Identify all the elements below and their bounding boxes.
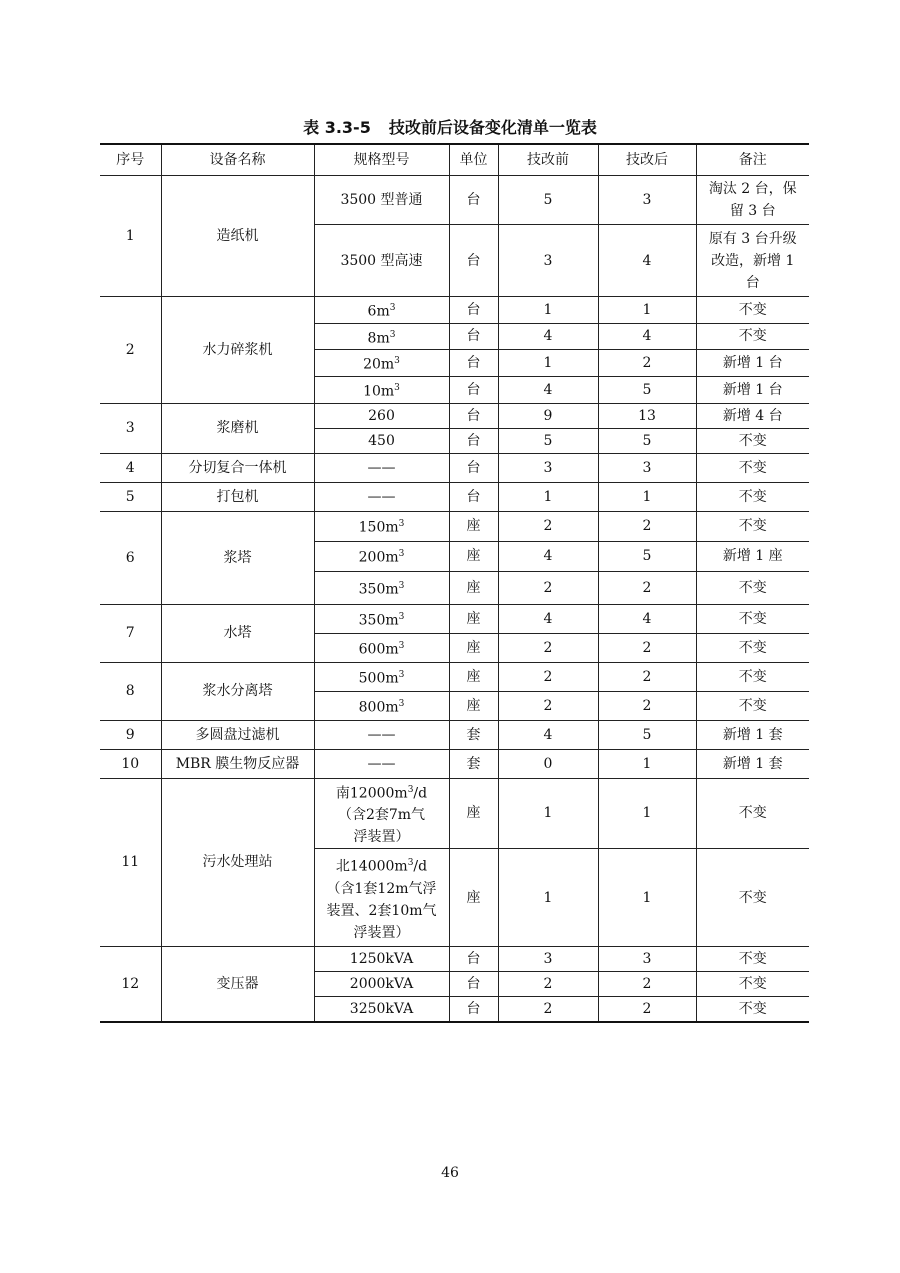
cell-unit: 套 (449, 749, 498, 778)
cell-after: 2 (598, 511, 696, 541)
cell-before: 4 (498, 604, 598, 633)
cell-spec (314, 176, 449, 225)
spec-main: 20m (363, 356, 395, 373)
spec-main: 350m (358, 612, 399, 629)
spec-main: 3500 型高速 (340, 252, 423, 269)
cell-no: 10 (100, 749, 161, 778)
cell-equipment-name: 浆塔 (161, 511, 314, 604)
header-row (100, 144, 809, 176)
header-no: 序号 (100, 144, 161, 176)
note-text: 淘汰 2 台，保留 3 台 (708, 181, 797, 219)
spec-text (317, 377, 447, 403)
spec-superscript: 3 (394, 356, 400, 367)
cell-spec (314, 720, 449, 749)
cell-spec (314, 225, 449, 297)
table-body (100, 144, 809, 1022)
cell-before: 1 (498, 297, 598, 324)
spec-text (317, 724, 447, 746)
cell-unit: 座 (449, 778, 498, 849)
cell-note: 新增 1 台 (696, 376, 809, 403)
cell-no: 5 (100, 482, 161, 511)
spec-superscript: 3 (407, 857, 414, 868)
cell-before: 1 (498, 350, 598, 377)
cell-note: 新增 1 台 (696, 350, 809, 377)
spec-main: 3250kVA (349, 1001, 414, 1018)
cell-before: 3 (498, 947, 598, 972)
cell-unit: 台 (449, 972, 498, 997)
cell-before: 2 (498, 997, 598, 1022)
spec-text (317, 543, 447, 569)
spec-text (317, 457, 447, 479)
spec-text (317, 693, 447, 719)
cell-after: 1 (598, 297, 696, 324)
spec-superscript: 3 (398, 640, 405, 651)
spec-text (317, 513, 447, 539)
cell-unit: 台 (449, 482, 498, 511)
table-row (100, 297, 809, 324)
header-before: 技改前 (498, 144, 598, 176)
spec-text (317, 664, 447, 690)
cell-after: 2 (598, 972, 696, 997)
cell-after: 1 (598, 778, 696, 849)
cell-no: 8 (100, 662, 161, 720)
cell-spec (314, 323, 449, 350)
cell-spec (314, 691, 449, 720)
cell-after: 2 (598, 633, 696, 662)
spec-main: 3500 型普通 (340, 192, 423, 208)
cell-after: 5 (598, 720, 696, 749)
cell-after: 5 (598, 428, 696, 453)
cell-after: 3 (598, 947, 696, 972)
cell-spec (314, 453, 449, 482)
note-text: 原有 3 台升级改造，新增 1 台 (708, 230, 797, 291)
spec-main: —— (367, 459, 396, 476)
cell-equipment-name: 水力碎浆机 (161, 297, 314, 404)
cell-equipment-name: 分切复合一体机 (161, 453, 314, 482)
header-after: 技改后 (598, 144, 696, 176)
cell-note (696, 176, 809, 225)
cell-before: 5 (498, 176, 598, 225)
cell-spec (314, 482, 449, 511)
cell-before: 4 (498, 376, 598, 403)
spec-superscript: 3 (398, 698, 405, 709)
cell-spec (314, 997, 449, 1022)
cell-note (696, 225, 809, 297)
cell-equipment-name: 多圆盘过滤机 (161, 720, 314, 749)
cell-before: 5 (498, 428, 598, 453)
cell-unit: 台 (449, 297, 498, 324)
header-name: 设备名称 (161, 144, 314, 176)
spec-text (317, 486, 447, 508)
equipment-change-table (100, 143, 809, 1023)
cell-unit: 座 (449, 691, 498, 720)
spec-text (317, 250, 447, 272)
cell-before: 4 (498, 720, 598, 749)
spec-text (317, 430, 447, 452)
cell-note: 不变 (696, 997, 809, 1022)
cell-no: 11 (100, 778, 161, 947)
spec-superscript: 3 (394, 382, 400, 393)
cell-unit: 台 (449, 176, 498, 225)
cell-before: 2 (498, 691, 598, 720)
cell-before: 1 (498, 778, 598, 849)
cell-note: 新增 4 台 (696, 403, 809, 428)
cell-note: 不变 (696, 453, 809, 482)
cell-unit: 台 (449, 947, 498, 972)
spec-text (317, 635, 447, 661)
cell-unit: 台 (449, 225, 498, 297)
table-title (0, 115, 900, 138)
spec-detail: /d（含2套7m气浮装置） (337, 785, 428, 846)
spec-main: —— (367, 726, 396, 743)
cell-equipment-name: 变压器 (161, 947, 314, 1022)
spec-main: 450 (368, 432, 395, 449)
cell-spec (314, 947, 449, 972)
cell-after: 2 (598, 350, 696, 377)
spec-text (317, 189, 447, 211)
cell-equipment-name: 水塔 (161, 604, 314, 662)
cell-note: 不变 (696, 571, 809, 604)
cell-no: 4 (100, 453, 161, 482)
cell-after: 2 (598, 662, 696, 691)
cell-after: 13 (598, 403, 696, 428)
spec-main: 600m (358, 641, 399, 658)
cell-unit: 座 (449, 662, 498, 691)
cell-before: 4 (498, 541, 598, 571)
cell-before: 2 (498, 511, 598, 541)
cell-spec (314, 511, 449, 541)
cell-spec (314, 376, 449, 403)
spec-text (317, 405, 447, 427)
cell-after: 4 (598, 604, 696, 633)
spec-text (317, 350, 447, 376)
cell-equipment-name: 造纸机 (161, 176, 314, 297)
spec-main: 6m (367, 303, 390, 320)
spec-main: 260 (368, 407, 395, 424)
cell-spec (314, 350, 449, 377)
spec-main: 150m (358, 519, 399, 536)
cell-before: 0 (498, 749, 598, 778)
cell-spec (314, 541, 449, 571)
page-number: 46 (441, 1165, 459, 1181)
spec-text (317, 973, 447, 995)
table-row (100, 176, 809, 225)
spec-text (332, 779, 432, 849)
cell-no: 12 (100, 947, 161, 1022)
cell-before: 1 (498, 482, 598, 511)
cell-spec (314, 297, 449, 324)
header-spec: 规格型号 (314, 144, 449, 176)
cell-unit: 台 (449, 323, 498, 350)
spec-superscript: 3 (398, 519, 405, 530)
table-row (100, 604, 809, 633)
spec-superscript: 3 (407, 784, 414, 795)
spec-main: 10m (363, 383, 395, 400)
table-row (100, 482, 809, 511)
spec-superscript: 3 (398, 580, 405, 591)
spec-text (317, 575, 447, 601)
cell-note: 不变 (696, 604, 809, 633)
cell-no: 1 (100, 176, 161, 297)
cell-equipment-name: 污水处理站 (161, 778, 314, 947)
cell-note: 不变 (696, 428, 809, 453)
table-row (100, 720, 809, 749)
spec-main: 8m (367, 330, 390, 347)
spec-main: 200m (358, 549, 399, 566)
cell-before: 9 (498, 403, 598, 428)
cell-spec (314, 849, 449, 947)
cell-before: 3 (498, 453, 598, 482)
cell-unit: 套 (449, 720, 498, 749)
cell-no: 3 (100, 403, 161, 453)
cell-before: 4 (498, 323, 598, 350)
cell-spec (314, 633, 449, 662)
cell-no: 7 (100, 604, 161, 662)
cell-after: 1 (598, 749, 696, 778)
cell-unit: 台 (449, 997, 498, 1022)
cell-spec (314, 604, 449, 633)
spec-text (317, 324, 447, 350)
cell-before: 1 (498, 849, 598, 947)
cell-spec (314, 778, 449, 849)
table-row (100, 453, 809, 482)
spec-main: 1250kVA (349, 951, 414, 968)
cell-after: 5 (598, 376, 696, 403)
spec-main: 南12000m (335, 785, 408, 802)
cell-unit: 座 (449, 511, 498, 541)
cell-unit: 座 (449, 633, 498, 662)
cell-note: 不变 (696, 662, 809, 691)
cell-note: 不变 (696, 482, 809, 511)
table-row (100, 511, 809, 541)
cell-after: 3 (598, 176, 696, 225)
table-row (100, 749, 809, 778)
spec-superscript: 3 (398, 549, 405, 560)
cell-unit: 台 (449, 376, 498, 403)
spec-superscript: 3 (389, 329, 396, 340)
table-row (100, 662, 809, 691)
spec-main: 500m (358, 670, 399, 687)
cell-note: 不变 (696, 323, 809, 350)
cell-unit: 座 (449, 541, 498, 571)
cell-after: 2 (598, 571, 696, 604)
cell-before: 2 (498, 633, 598, 662)
table-title-text: 技改前后设备变化清单一览表 (388, 118, 597, 137)
table-row (100, 403, 809, 428)
cell-note: 不变 (696, 849, 809, 947)
spec-main: 2000kVA (349, 976, 414, 993)
header-note: 备注 (696, 144, 809, 176)
cell-note: 新增 1 座 (696, 541, 809, 571)
table-number: 表 3.3-5 (303, 118, 371, 137)
cell-note: 不变 (696, 972, 809, 997)
spec-text (317, 753, 447, 775)
cell-equipment-name: 浆水分离塔 (161, 662, 314, 720)
spec-text (317, 948, 447, 970)
cell-note: 不变 (696, 778, 809, 849)
cell-spec (314, 972, 449, 997)
cell-after: 4 (598, 323, 696, 350)
cell-note: 新增 1 套 (696, 749, 809, 778)
cell-after: 3 (598, 453, 696, 482)
cell-no: 9 (100, 720, 161, 749)
cell-note: 不变 (696, 691, 809, 720)
cell-no: 2 (100, 297, 161, 404)
cell-equipment-name: 打包机 (161, 482, 314, 511)
cell-unit: 座 (449, 571, 498, 604)
cell-spec (314, 403, 449, 428)
cell-after: 1 (598, 849, 696, 947)
cell-note: 不变 (696, 633, 809, 662)
cell-equipment-name: MBR 膜生物反应器 (161, 749, 314, 778)
spec-superscript: 3 (389, 303, 396, 313)
cell-unit: 台 (449, 428, 498, 453)
spec-detail: /d（含1套12m气浮装置、2套10m气浮装置） (326, 858, 437, 941)
cell-before: 2 (498, 571, 598, 604)
spec-main: 350m (358, 581, 399, 598)
cell-before: 2 (498, 972, 598, 997)
spec-text (317, 297, 447, 323)
cell-note: 不变 (696, 297, 809, 324)
cell-after: 4 (598, 225, 696, 297)
spec-superscript: 3 (398, 611, 405, 622)
cell-note: 不变 (696, 511, 809, 541)
cell-equipment-name: 浆磨机 (161, 403, 314, 453)
spec-text (327, 852, 437, 944)
spec-main: 北14000m (335, 858, 408, 875)
cell-after: 2 (598, 691, 696, 720)
cell-after: 1 (598, 482, 696, 511)
cell-spec (314, 662, 449, 691)
cell-note: 新增 1 套 (696, 720, 809, 749)
spec-main: 800m (358, 699, 399, 716)
cell-unit: 台 (449, 403, 498, 428)
cell-note: 不变 (696, 947, 809, 972)
spec-superscript: 3 (398, 669, 405, 680)
header-unit: 单位 (449, 144, 498, 176)
cell-unit: 座 (449, 849, 498, 947)
cell-unit: 座 (449, 604, 498, 633)
cell-spec (314, 749, 449, 778)
spec-text (317, 606, 447, 632)
cell-before: 3 (498, 225, 598, 297)
cell-unit: 台 (449, 350, 498, 377)
cell-no: 6 (100, 511, 161, 604)
cell-unit: 台 (449, 453, 498, 482)
spec-text (317, 998, 447, 1020)
table-row (100, 778, 809, 849)
cell-spec (314, 428, 449, 453)
table-row (100, 947, 809, 972)
spec-main: —— (367, 755, 396, 772)
spec-main: —— (367, 488, 396, 505)
cell-before: 2 (498, 662, 598, 691)
cell-after: 2 (598, 997, 696, 1022)
cell-spec (314, 571, 449, 604)
cell-after: 5 (598, 541, 696, 571)
